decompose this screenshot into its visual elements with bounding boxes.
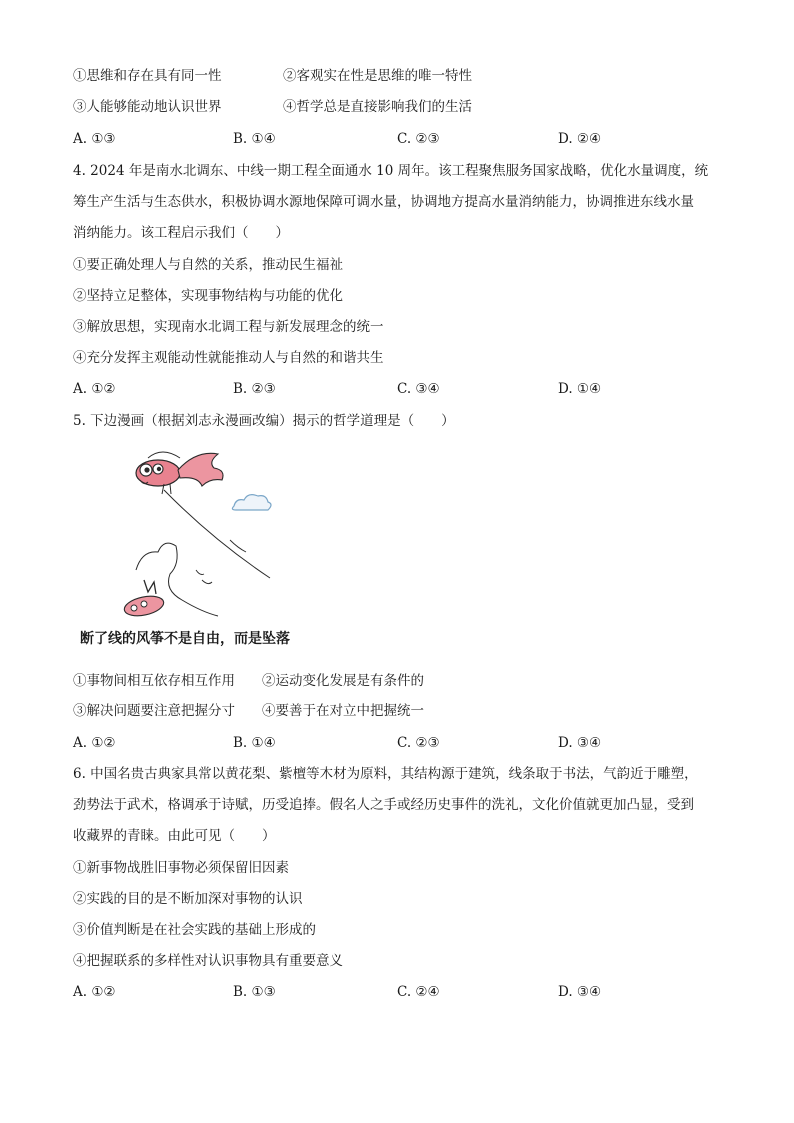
q4-statement-1: ①要正确处理人与自然的关系，推动民生福祉 (73, 257, 343, 273)
q5-statement-4: ④要善于在对立中把握统一 (262, 703, 424, 719)
q3-option-b[interactable]: B. ①④ (233, 131, 276, 147)
q5-statement-3: ③解决问题要注意把握分寸 (73, 703, 235, 719)
q6-option-a[interactable]: A. ①② (73, 984, 116, 1000)
cloud-icon (232, 495, 271, 510)
q6-stem-line-1: 6. 中国名贵古典家具常以黄花梨、紫檀等木材为原料，其结构源于建筑，线条取于书法，气韵近于雕塑， (73, 766, 698, 782)
q3-statement-2: ②客观实在性是思维的唯一特性 (283, 68, 472, 84)
q4-option-c[interactable]: C. ③④ (397, 381, 440, 397)
q5-option-b[interactable]: B. ①④ (233, 735, 276, 751)
q3-option-d[interactable]: D. ②④ (558, 131, 602, 147)
q6-statement-2: ②实践的目的是不断加深对事物的认识 (73, 891, 303, 907)
q5-statement-1: ①事物间相互依存相互作用 (73, 673, 235, 689)
fish-kite-icon (136, 452, 223, 494)
q3-statement-4: ④哲学总是直接影响我们的生活 (283, 99, 472, 115)
q4-stem-line-1: 4. 2024 年是南水北调东、中线一期工程全面通水 10 周年。该工程聚焦服务国家战略，优化水量调度，统 (73, 163, 709, 179)
q4-stem-line-2: 筹生产生活与生态供水，积极协调水源地保障可调水量，协调地方提高水量消纳能力，协调推进东线水量 (73, 194, 694, 210)
q3-option-c[interactable]: C. ②③ (397, 131, 440, 147)
q3-statement-3: ③人能够能动地认识世界 (73, 99, 222, 115)
q4-option-a[interactable]: A. ①② (73, 381, 116, 397)
q4-stem-line-3: 消纳能力。该工程启示我们（ ） (73, 225, 289, 241)
q3-statement-1: ①思维和存在具有同一性 (73, 68, 222, 84)
q4-statement-4: ④充分发挥主观能动性就能推动人与自然的和谐共生 (73, 350, 384, 366)
q6-statement-1: ①新事物战胜旧事物必须保留旧因素 (73, 860, 289, 876)
fallen-figure-icon (123, 580, 166, 619)
q4-statement-3: ③解放思想，实现南水北调工程与新发展理念的统一 (73, 319, 384, 335)
q5-statement-2: ②运动变化发展是有条件的 (262, 673, 424, 689)
kite-cartoon-illustration (118, 440, 288, 625)
q3-option-a[interactable]: A. ①③ (73, 131, 116, 147)
cartoon-caption: 断了线的风筝不是自由，而是坠落 (80, 631, 290, 647)
q6-stem-line-3: 收藏界的青睐。由此可见（ ） (73, 828, 276, 844)
q6-option-d[interactable]: D. ③④ (558, 984, 602, 1000)
q5-option-a[interactable]: A. ①② (73, 735, 116, 751)
q6-statement-4: ④把握联系的多样性对认识事物具有重要意义 (73, 953, 343, 969)
q4-statement-2: ②坚持立足整体，实现事物结构与功能的优化 (73, 288, 343, 304)
q4-option-d[interactable]: D. ①④ (558, 381, 602, 397)
q4-option-b[interactable]: B. ②③ (233, 381, 276, 397)
q5-option-d[interactable]: D. ③④ (558, 735, 602, 751)
q6-stem-line-2: 劲势法于武术，格调承于诗赋，历受追捧。假名人之手或经历史事件的洗礼，文化价值就更加凸显，受到 (73, 797, 694, 813)
q6-option-b[interactable]: B. ①③ (233, 984, 276, 1000)
q6-option-c[interactable]: C. ②④ (397, 984, 440, 1000)
q5-stem: 5. 下边漫画（根据刘志永漫画改编）揭示的哲学道理是（ ） (73, 413, 455, 429)
q6-statement-3: ③价值判断是在社会实践的基础上形成的 (73, 922, 316, 938)
q5-option-c[interactable]: C. ②③ (397, 735, 440, 751)
